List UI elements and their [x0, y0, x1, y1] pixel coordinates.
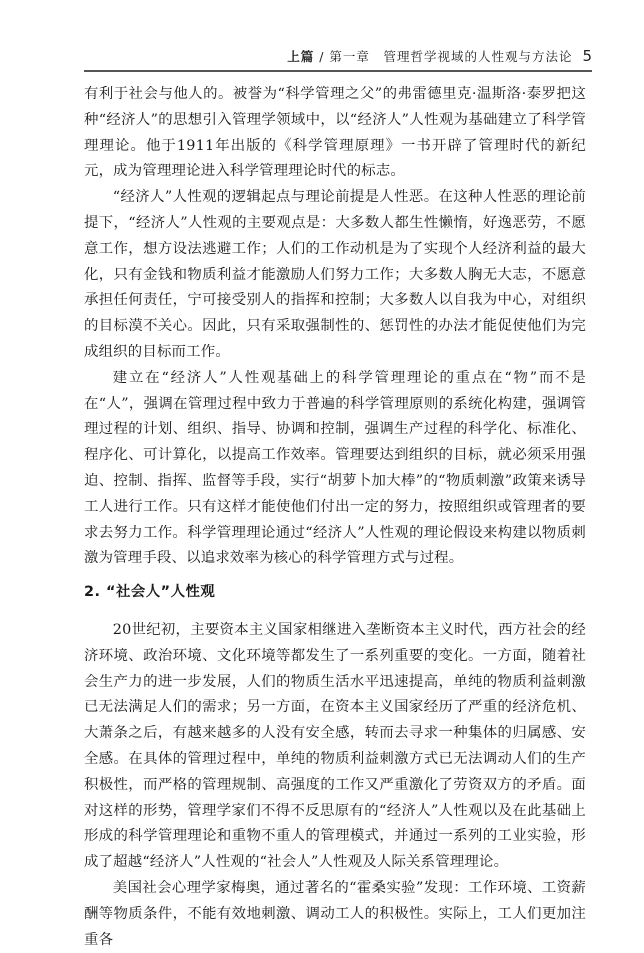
header-rule: [84, 70, 592, 72]
page-body: [84, 82, 586, 953]
chapter-title: 管理哲学视域的人性观与方法论: [383, 49, 573, 64]
page-number: 5: [582, 47, 592, 65]
part-label: 上篇: [287, 49, 315, 64]
paragraph-1: 有利于社会与他人的。被誉为“科学管理之父”的弗雷德里克·温斯洛·泰罗把这种“经济人”的思想引入管理学领域中，以“经济人”人性观为基础建立了科学管理理论。他于1911年出版的《科学管理原理》一书开辟了管理时代的新纪元，成为管理理论进入科学管理理论时代的标志。: [84, 86, 586, 180]
section-heading: 2. “社会人”人性观: [84, 584, 216, 601]
paragraph-2: “经济人”人性观的逻辑起点与理论前提是人性恶。在这种人性恶的理论前提下，“经济人”人性观的主要观点是：大多数人都生性懒惰，好逸恶劳，不愿意工作，想方设法逃避工作；人们的工作动机是为了实现个人经济利益的最大化，只有金钱和物质利益才能激励人们努力工作；大多数人胸无大志，不愿意承担任何责任，宁可接受别人的指挥和控制；大多数人以自我为中心，对组织的目标漠不关心。因此，只有采取强制性的、惩罚性的办法才能促使他们为完成组织的目标而工作。: [84, 189, 586, 360]
running-title: 上篇 / 第一章 管理哲学视域的人性观与方法论: [287, 49, 573, 64]
running-header: [84, 44, 592, 68]
paragraph-5: 美国社会心理学家梅奥，通过著名的“霍桑实验”发现：工作环境、工资薪酬等物质条件，不能有效地刺激、调动工人的积极性。实际上，工人们更加注重各: [84, 879, 586, 948]
chapter-label: 第一章: [329, 49, 370, 64]
paragraph-4: 20世纪初，主要资本主义国家相继进入垄断资本主义时代，西方社会的经济环境、政治环境、文化环境等都发生了一系列重要的变化。一方面，随着社会生产力的进一步发展，人们的物质生活水平迅速提高，单纯的物质利益刺激已无法满足人们的需求；另一方面，在资本主义国家经历了严重的经济危机、大萧条之后，有越来越多的人没有安全感，转而去寻求一种集体的归属感、安全感。在具体的管理过程中，单纯的物质利益刺激方式已无法调动人们的生产积极性，而严格的管理规制、高强度的工作又严重激化了劳资双方的矛盾。面对这样的形势，管理学家们不得不反思原有的“经济人”人性观以及在此基础上形成的科学管理理论和重物不重人的管理模式，并通过一系列的工业实验，形成了超越“经济人”人性观的“社会人”人性观及人际关系管理理论。: [84, 621, 586, 871]
paragraph-3: 建立在“经济人”人性观基础上的科学管理理论的重点在“物”而不是在“人”，强调在管理过程中致力于普遍的科学管理原则的系统化构建，强调管理过程的计划、组织、指导、协调和控制，强调生产过程的科学化、标准化、程序化、可计算化，以提高工作效率。管理要达到组织的目标，就必须采用强迫、控制、指挥、监督等手段，实行“胡萝卜加大棒”的“物质刺激”政策来诱导工人进行工作。只有这样才能使他们付出一定的努力，按照组织或管理者的要求去努力工作。科学管理理论通过“经济人”人性观的理论假设来构建以物质刺激为管理手段、以追求效率为核心的科学管理方式与过程。: [84, 369, 586, 567]
